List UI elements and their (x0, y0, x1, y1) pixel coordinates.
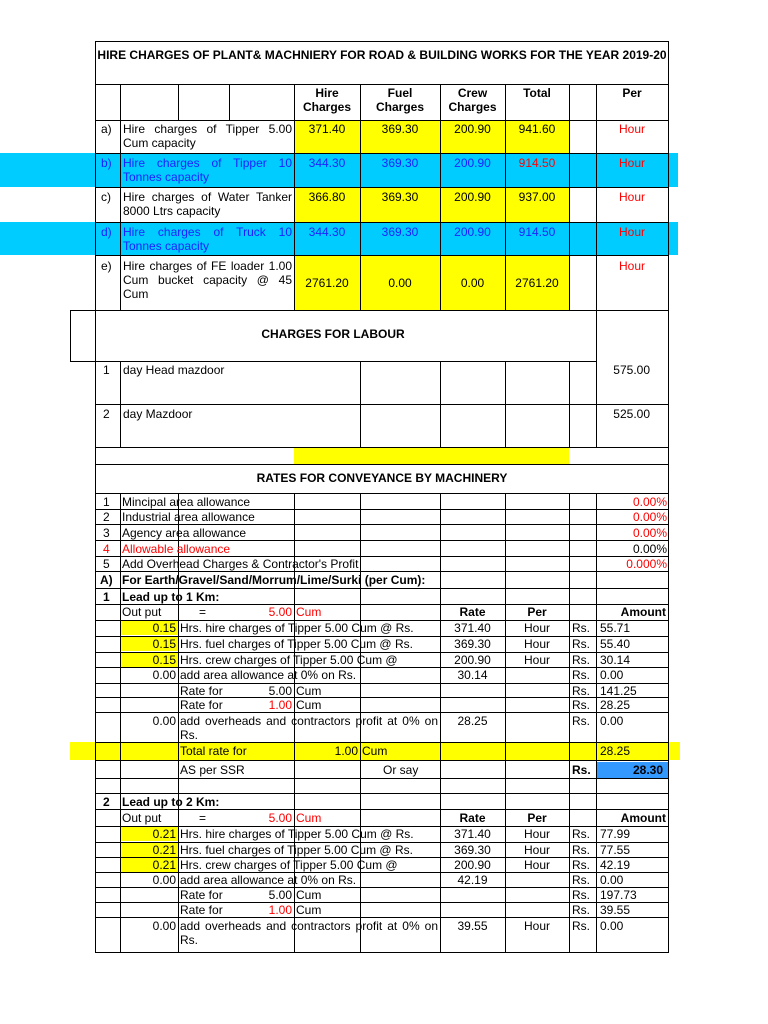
item-desc: Hrs. fuel charges of Tipper 5.00 Cum @ Rs. (180, 637, 413, 651)
machine-per: Hour (618, 190, 645, 204)
overhead-qty: 0.00 (152, 919, 176, 933)
rate-rs: Rs. (572, 684, 590, 698)
grid-line (95, 41, 669, 42)
allowance-idx: 3 (103, 526, 110, 540)
grid-line (95, 187, 669, 188)
item-per: Hour (523, 827, 550, 841)
section-idx: A) (100, 573, 113, 587)
item-rs: Rs. (572, 653, 590, 667)
item-qty: 0.21 (152, 827, 176, 841)
grid-line (569, 361, 570, 447)
machine-desc: Hire charges of Tipper 5.00 Cum capacity (123, 122, 292, 150)
rate-amount: 28.25 (600, 698, 631, 712)
rate-amount: 197.73 (600, 888, 637, 902)
allowance-value: 0.00% (632, 542, 667, 556)
grid-line (120, 361, 121, 447)
labour-desc: day Head mazdoor (123, 363, 225, 377)
output-label: Out put (122, 605, 162, 619)
rate-qty: 1.00 (268, 698, 292, 712)
grid-line (95, 793, 669, 794)
item-desc: Hrs. crew charges of Tipper 5.00 Cum @ (180, 858, 398, 872)
grid-line (95, 604, 669, 605)
item-qty: 0.15 (152, 637, 176, 651)
item-rs: Rs. (572, 621, 590, 635)
item-rs: Rs. (572, 637, 590, 651)
rate-rs: Rs. (572, 903, 590, 917)
machine-total: 941.60 (518, 122, 556, 136)
allowance-idx: 1 (103, 495, 110, 509)
output-unit: Cum (296, 605, 322, 619)
labour-heading: CHARGES FOR LABOUR (261, 327, 405, 341)
overhead-rate: 28.25 (457, 714, 488, 728)
machine-crew: 200.90 (454, 225, 491, 239)
item-per: Hour (523, 621, 550, 635)
machine-desc: Hire charges of FE loader 1.00 Cum bucket capacity @ 45 Cum (123, 259, 292, 301)
machine-total: 937.00 (518, 190, 556, 204)
grid-line (95, 222, 669, 223)
total-qty: 1.00 (334, 744, 358, 758)
machine-total: 2761.20 (515, 276, 559, 290)
machine-desc: Hire charges of Truck 10 Tonnes capacity (123, 225, 292, 253)
allowance-idx: 2 (103, 510, 110, 524)
item-rate: 200.90 (454, 858, 491, 872)
overhead-qty: 0.00 (152, 714, 176, 728)
grid-line (440, 361, 441, 447)
grid-line (95, 760, 669, 761)
grid-line (95, 742, 669, 743)
overhead-rs: Rs. (572, 714, 590, 728)
grid-line (360, 361, 361, 447)
total-label: Total rate for (180, 744, 247, 758)
rate-label: Rate for (180, 698, 223, 712)
machine-hire: 344.30 (308, 225, 346, 239)
item-per: Hour (523, 858, 550, 872)
item-rate: 371.40 (454, 827, 491, 841)
machine-hire: 2761.20 (305, 276, 349, 290)
allowance-desc: Mincipal area allowance (122, 495, 251, 509)
machine-crew: 0.00 (460, 276, 485, 290)
header-total: Total (523, 86, 551, 100)
output-qty: 5.00 (268, 605, 292, 619)
col-per: Per (527, 605, 547, 619)
machine-total: 914.50 (518, 156, 556, 170)
item-rate: 30.14 (457, 668, 488, 682)
col-amount: Amount (620, 605, 666, 619)
grid-line (95, 153, 669, 154)
grid-line (569, 84, 570, 310)
rate-rs: Rs. (572, 888, 590, 902)
rate-unit: Cum (296, 698, 322, 712)
machine-fuel: 369.30 (381, 122, 419, 136)
machine-fuel: 369.30 (381, 225, 419, 239)
grid-line (95, 917, 669, 918)
labour-amount: 575.00 (613, 363, 650, 377)
grid-line (95, 571, 669, 572)
item-qty: 0.15 (152, 621, 176, 635)
overhead-rate: 39.55 (457, 919, 488, 933)
item-desc: add area allowance at 0% on Rs. (180, 873, 357, 887)
grid-line (95, 464, 669, 465)
item-rate: 200.90 (454, 653, 491, 667)
allowance-desc: Industrial area allowance (122, 510, 255, 524)
overhead-desc: add overheads and contractors profit at 0% on Rs. (180, 919, 438, 947)
grid-line (95, 120, 669, 121)
cell-highlight-labour-total (294, 447, 569, 464)
item-rate: 371.40 (454, 621, 491, 635)
output-qty: 5.00 (268, 811, 292, 825)
overhead-rs: Rs. (572, 919, 590, 933)
item-rate: 369.30 (454, 637, 491, 651)
item-desc: Hrs. crew charges of Tipper 5.00 Cum @ (180, 653, 398, 667)
grid-line (229, 84, 230, 120)
machine-fuel: 369.30 (381, 156, 419, 170)
grid-line (95, 540, 669, 541)
item-desc: Hrs. hire charges of Tipper 5.00 Cum @ Rs. (180, 827, 414, 841)
allowance-value: 0.00% (632, 495, 667, 509)
machine-crew: 200.90 (454, 122, 491, 136)
rate-qty: 5.00 (268, 888, 292, 902)
machine-total: 914.50 (518, 225, 556, 239)
grid-line (95, 712, 669, 713)
machine-fuel: 369.30 (381, 190, 419, 204)
grid-line (95, 524, 669, 525)
machine-desc: Hire charges of Tipper 10 Tonnes capacity (123, 156, 292, 184)
item-amount: 42.19 (600, 858, 631, 872)
grid-line (95, 588, 669, 589)
grid-line (596, 310, 597, 362)
machine-fuel: 0.00 (388, 276, 412, 290)
item-desc: add area allowance at 0% on Rs. (180, 668, 357, 682)
ssr-amount: 28.30 (632, 763, 663, 777)
item-rs: Rs. (572, 827, 590, 841)
machine-per: Hour (618, 259, 645, 273)
rate-qty: 5.00 (268, 684, 292, 698)
machine-desc: Hire charges of Water Tanker 8000 Ltrs capacity (123, 190, 292, 218)
grid-line (505, 493, 506, 952)
page-title: HIRE CHARGES OF PLANT& MACHNIERY FOR ROAD & BUILDING WORKS FOR THE YEAR 2019-20 (97, 48, 667, 62)
allowance-idx: 5 (103, 557, 110, 571)
ssr-rs: Rs. (572, 763, 591, 777)
ssr-orsay: Or say (383, 763, 419, 777)
lead-idx: 1 (103, 590, 110, 604)
rate-amount: 141.25 (600, 684, 637, 698)
labour-desc: day Mazdoor (123, 407, 193, 421)
machine-idx: d) (101, 225, 112, 239)
grid-line (95, 84, 669, 85)
rate-label: Rate for (180, 903, 223, 917)
labour-amount: 525.00 (613, 407, 650, 421)
allowance-desc: Allowable allowance (122, 542, 231, 556)
item-rs: Rs. (572, 858, 590, 872)
grid-line (120, 84, 121, 310)
allowance-value: 0.00% (632, 510, 667, 524)
lead-title: Lead up to 2 Km: (122, 795, 220, 809)
col-amount: Amount (620, 811, 666, 825)
grid-line (505, 361, 506, 447)
grid-line (95, 447, 669, 448)
item-amount: 0.00 (600, 873, 624, 887)
rate-amount: 39.55 (600, 903, 631, 917)
item-per: Hour (523, 637, 550, 651)
col-rate: Rate (459, 811, 486, 825)
ssr-label: AS per SSR (180, 763, 245, 777)
lead-idx: 2 (103, 795, 110, 809)
machine-hire: 366.80 (308, 190, 346, 204)
item-amount: 77.99 (600, 827, 631, 841)
machine-hire: 371.40 (308, 122, 346, 136)
rate-unit: Cum (296, 684, 322, 698)
overhead-amount: 0.00 (600, 714, 624, 728)
machine-idx: e) (101, 259, 112, 273)
rate-unit: Cum (296, 903, 322, 917)
output-unit: Cum (296, 811, 322, 825)
header-hire: Hire Charges (302, 86, 352, 114)
item-rate: 42.19 (457, 873, 488, 887)
item-amount: 77.55 (600, 843, 631, 857)
overhead-desc: add overheads and contractors profit at 0% on Rs. (180, 714, 438, 742)
machine-idx: a) (101, 122, 112, 136)
grid-line (569, 493, 570, 952)
item-rs: Rs. (572, 873, 590, 887)
machine-idx: b) (101, 156, 112, 170)
overhead-per: Hour (523, 919, 550, 933)
grid-line (95, 952, 669, 953)
machine-crew: 200.90 (454, 156, 491, 170)
rate-rs: Rs. (572, 698, 590, 712)
allowance-desc: Agency area allowance (122, 526, 247, 540)
machine-per: Hour (618, 156, 645, 170)
labour-idx: 1 (103, 363, 110, 377)
col-per: Per (527, 811, 547, 825)
grid-line (668, 41, 669, 953)
item-per: Hour (523, 653, 550, 667)
item-qty: 0.15 (152, 653, 176, 667)
item-qty: 0.21 (152, 843, 176, 857)
overhead-amount: 0.00 (600, 919, 624, 933)
total-unit: Cum (362, 744, 388, 758)
item-amount: 0.00 (600, 668, 624, 682)
allowance-idx: 4 (103, 542, 110, 556)
header-per: Per (622, 86, 642, 100)
output-eq: = (199, 811, 207, 825)
grid-line (95, 809, 669, 810)
machine-per: Hour (618, 225, 645, 239)
section-title: For Earth/Gravel/Sand/Morrum/Lime/Surki (per Cum): (122, 573, 426, 587)
grid-line (70, 361, 597, 362)
lead-title: Lead up to 1 Km: (122, 590, 220, 604)
output-eq: = (199, 605, 207, 619)
rate-qty: 1.00 (268, 903, 292, 917)
allowance-value: 0.00% (632, 526, 667, 540)
rate-label: Rate for (180, 888, 223, 902)
conveyance-heading: RATES FOR CONVEYANCE BY MACHINERY (256, 471, 508, 485)
allowance-value: 0.000% (626, 557, 667, 571)
grid-line (70, 310, 669, 311)
grid-line (95, 404, 669, 405)
item-qty: 0.00 (152, 668, 176, 682)
item-rate: 369.30 (454, 843, 491, 857)
total-amount: 28.25 (600, 744, 631, 758)
item-amount: 30.14 (600, 653, 631, 667)
item-per: Hour (523, 843, 550, 857)
output-label: Out put (122, 811, 162, 825)
header-fuel: Fuel Charges (375, 86, 425, 114)
grid-line (95, 41, 96, 953)
item-amount: 55.40 (600, 637, 631, 651)
item-rs: Rs. (572, 843, 590, 857)
machine-idx: c) (101, 190, 111, 204)
item-amount: 55.71 (600, 621, 631, 635)
rate-label: Rate for (180, 684, 223, 698)
item-qty: 0.00 (152, 873, 176, 887)
labour-idx: 2 (103, 407, 110, 421)
grid-line (95, 778, 669, 779)
allowance-desc: Add Overhead Charges & Contractor's Profit (122, 557, 359, 571)
machine-crew: 200.90 (454, 190, 491, 204)
rate-unit: Cum (296, 888, 322, 902)
grid-line (178, 84, 179, 120)
col-rate: Rate (459, 605, 486, 619)
grid-line (95, 255, 669, 256)
grid-line (95, 493, 669, 494)
item-desc: Hrs. fuel charges of Tipper 5.00 Cum @ Rs. (180, 843, 413, 857)
machine-per: Hour (618, 122, 645, 136)
item-rs: Rs. (572, 668, 590, 682)
header-crew: Crew Charges (448, 86, 497, 114)
machine-hire: 344.30 (308, 156, 346, 170)
item-desc: Hrs. hire charges of Tipper 5.00 Cum @ Rs. (180, 621, 414, 635)
item-qty: 0.21 (152, 858, 176, 872)
